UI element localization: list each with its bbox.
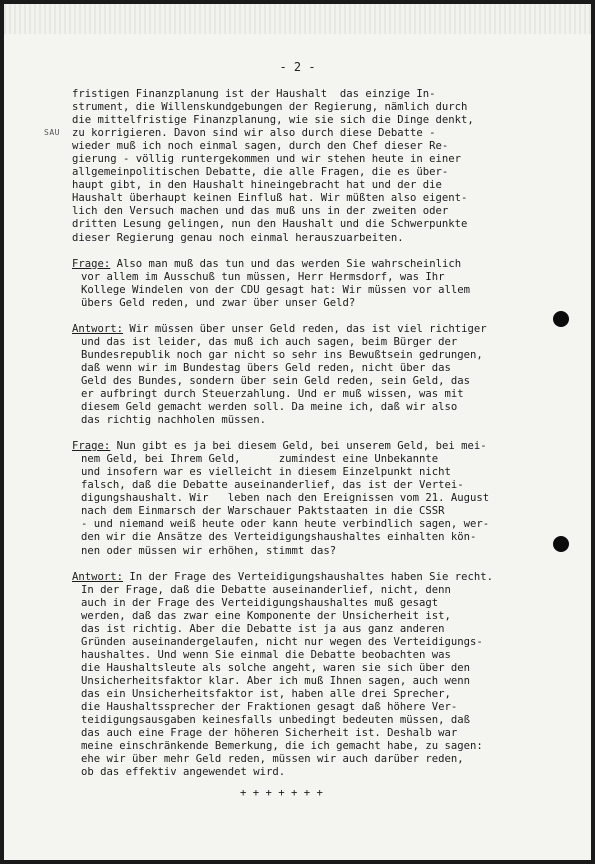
line-text: dritten Lesung gelingen, nun den Haushalt und die Schwerpunkte [72, 218, 468, 231]
line-text: das ein Unsicherheitsfaktor ist, haben alle drei Sprecher, [81, 687, 451, 700]
text-line [72, 375, 562, 388]
line-text: die Haushaltsleute als solche angeht, waren sie sich über den [81, 661, 471, 674]
text-line [72, 153, 562, 166]
line-text: Gründen auseinandergelaufen, nicht nur wegen des Verteidigungs- [81, 635, 483, 648]
line-text: werden, daß das zwar eine Komponente der Unsicherheit ist, [81, 609, 451, 622]
line-text: haupt gibt, in den Haushalt hineingebracht hat und der die [72, 179, 442, 192]
end-ornament: + + + + + + + [240, 787, 323, 800]
text-line [72, 531, 562, 544]
text-line [72, 636, 562, 649]
text-line [72, 584, 562, 597]
text-line [72, 166, 562, 179]
line-text: Haushalt überhaupt keinen Einfluß hat. Wir müßten also eigent- [72, 192, 468, 205]
line-text: lich den Versuch machen und das muß uns in der zweiten oder [72, 205, 449, 218]
line-text: strument, die Willenskundgebungen der Regierung, nämlich durch [72, 101, 468, 114]
document-page [4, 4, 591, 860]
line-text: zu korrigieren. Davon sind wir also durch diese Debatte - [72, 127, 436, 140]
text-line [72, 714, 562, 727]
line-text: daß wenn wir im Bundestag übers Geld reden, nicht über das [81, 361, 451, 374]
line-text: das richtig nachholen müssen. [81, 414, 266, 427]
line-text: und das ist leider, das muß ich auch sagen, beim Bürger der [81, 335, 458, 348]
transcript-body [72, 88, 562, 800]
line-text: allgemeinpolitischen Debatte, die alle Fragen, die es über- [72, 166, 449, 179]
text-line [72, 323, 562, 336]
line-text: gierung - völlig runtergekommen und wir stehen heute in einer [72, 153, 462, 166]
line-text: und insofern war es vielleicht in diesem Einzelpunkt nicht [81, 466, 451, 479]
line-text: teidigungsausgaben keinesfalls unbedingt bedeuten müssen, daß [81, 714, 471, 727]
text-line [72, 101, 562, 114]
line-text: er aufbringt durch Steuerzahlung. Und er muß wissen, was mit [81, 387, 464, 400]
transcript-paragraph [72, 440, 562, 557]
page-number: - 2 - [279, 60, 316, 74]
speaker-label: Frage: [72, 257, 111, 270]
line-text: falsch, daß die Debatte auseinanderlief, das ist der Vertei- [81, 479, 464, 492]
text-line [72, 597, 562, 610]
line-text: In der Frage des Verteidigungshaushaltes haben Sie recht. [129, 570, 493, 583]
line-text: nem Geld, bei Ihrem Geld, zumindest eine Unbekannte [81, 453, 439, 466]
line-text: Bundesrepublik noch gar nicht so sehr ins Bewußtsein gedrungen, [81, 348, 483, 361]
line-text: auch in der Frage des Verteidigungshaushaltes muß gesagt [81, 596, 439, 609]
text-line [72, 401, 562, 414]
line-text: übers Geld reden, und zwar über unser Geld? [81, 296, 356, 309]
line-text: Also man muß das tun und das werden Sie wahrscheinlich [116, 257, 462, 270]
line-text: ehe wir über mehr Geld reden, müssen wir auch darüber reden, [81, 753, 464, 766]
text-line [72, 414, 562, 427]
text-line [72, 727, 562, 740]
text-line [72, 88, 562, 101]
text-line [72, 179, 562, 192]
text-line [72, 505, 562, 518]
line-text: vor allem im Ausschuß tun müssen, Herr Hermsdorf, was Ihr [81, 270, 445, 283]
transcript-paragraph [72, 258, 562, 310]
speaker-label: Antwort: [72, 570, 124, 583]
text-line [72, 545, 562, 558]
text-line [72, 205, 562, 218]
line-text: In der Frage, daß die Debatte auseinanderlief, nicht, denn [81, 583, 451, 596]
text-line [72, 258, 562, 271]
line-text: fristigen Finanzplanung ist der Haushalt das einzige In- [72, 88, 436, 100]
text-line [72, 766, 562, 779]
speaker-label: Antwort: [72, 322, 124, 335]
margin-note: SAU [44, 128, 60, 137]
line-text: nach dem Einmarsch der Warschauer Paktstaaten in die CSSR [81, 505, 445, 518]
line-text: ob das effektiv angewendet wird. [81, 766, 286, 779]
text-line [72, 127, 562, 140]
text-line [72, 440, 562, 453]
text-line [72, 753, 562, 766]
text-line [72, 701, 562, 714]
line-text: Unsicherheitsfaktor klar. Aber ich muß Ihnen sagen, auch wenn [81, 674, 471, 687]
transcript-paragraph [72, 88, 562, 245]
line-text: diesem Geld gemacht werden soll. Da meine ich, daß wir also [81, 401, 458, 414]
text-line [72, 192, 562, 205]
line-text: Kollege Windelen von der CDU gesagt hat: Wir müssen vor allem [81, 283, 471, 296]
text-line [72, 114, 562, 127]
line-text: das ist richtig. Aber die Debatte ist ja aus ganz anderen [81, 622, 445, 635]
line-text: dieser Regierung genau noch einmal herauszuarbeiten. [72, 231, 404, 244]
text-line [72, 479, 562, 492]
text-line [72, 675, 562, 688]
text-line [72, 466, 562, 479]
transcript-paragraph [72, 571, 562, 780]
text-line [72, 518, 562, 531]
speaker-label: Frage: [72, 440, 111, 453]
scan-noise [4, 4, 591, 34]
line-text: wieder muß ich noch einmal sagen, durch den Chef dieser Re- [72, 140, 449, 153]
text-line [72, 571, 562, 584]
text-line [72, 740, 562, 753]
text-line [72, 232, 562, 245]
text-line [72, 649, 562, 662]
line-text: meine einschränkende Bemerkung, die ich gemacht habe, zu sagen: [81, 740, 483, 753]
text-line [72, 362, 562, 375]
text-line [72, 297, 562, 310]
line-text: haushaltes. Und wenn Sie einmal die Debatte beobachten was [81, 648, 451, 661]
line-text: - und niemand weiß heute oder kann heute verbindlich sagen, wer- [81, 518, 490, 531]
text-line [72, 453, 562, 466]
line-text: das auch eine Frage der höheren Sicherheit ist. Deshalb war [81, 727, 458, 740]
text-line [72, 623, 562, 636]
text-line [72, 271, 562, 284]
line-text: die mittelfristige Finanzplanung, wie sie sich die Dinge denkt, [72, 114, 474, 127]
line-text: Wir müssen über unser Geld reden, das ist viel richtiger [129, 322, 487, 335]
text-line [72, 284, 562, 297]
text-line [72, 610, 562, 623]
text-line [72, 218, 562, 231]
text-line [72, 336, 562, 349]
line-text: den wir die Ansätze des Verteidigungshaushaltes einhalten kön- [81, 531, 477, 544]
line-text: digungshaushalt. Wir leben nach den Ereignissen vom 21. August [81, 492, 490, 505]
text-line [72, 662, 562, 675]
line-text: nen oder müssen wir erhöhen, stimmt das? [81, 544, 337, 557]
text-line [72, 688, 562, 701]
transcript-paragraph [72, 323, 562, 427]
text-line [72, 388, 562, 401]
text-line [72, 140, 562, 153]
text-line [72, 349, 562, 362]
line-text: die Haushaltssprecher der Fraktionen gesagt daß höhere Ver- [81, 701, 458, 714]
text-line [72, 492, 562, 505]
line-text: Geld des Bundes, sondern über sein Geld reden, sein Geld, das [81, 374, 471, 387]
line-text: Nun gibt es ja bei diesem Geld, bei unserem Geld, bei mei- [116, 440, 487, 453]
